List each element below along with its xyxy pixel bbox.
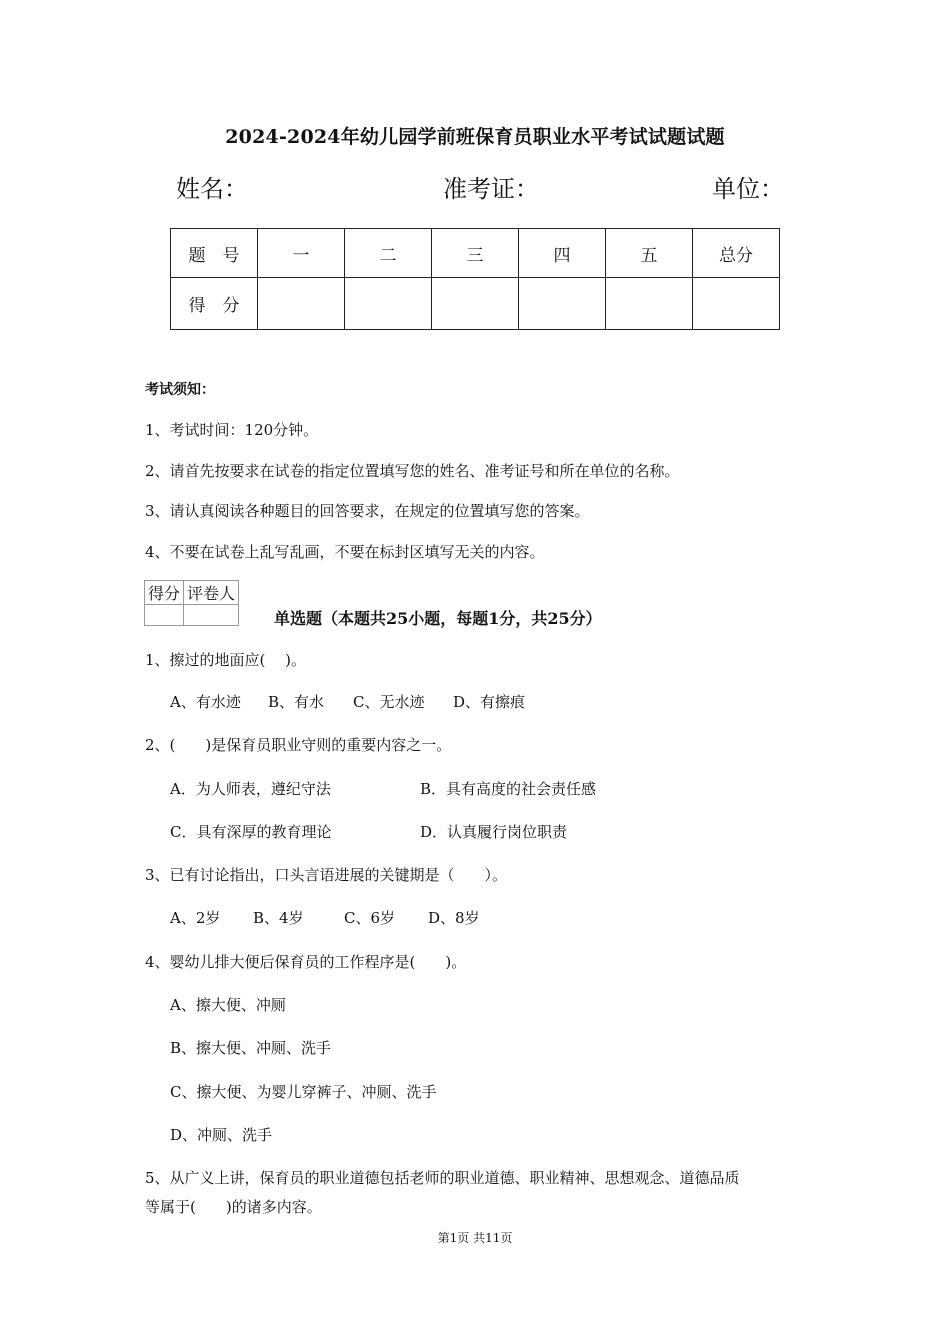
score-cell[interactable] (519, 278, 606, 330)
score-header-cell: 总分 (693, 229, 780, 278)
unit-label: 单位： (712, 175, 784, 203)
question-stem: 1、擦过的地面应( )。 (145, 651, 307, 669)
question-option: C．具有深厚的教育理论 (170, 823, 332, 841)
question-option: C、6岁 (344, 909, 396, 927)
notice-item: 3、请认真阅读各种题目的回答要求，在规定的位置填写您的答案。 (145, 502, 590, 520)
question-stem: 2、( )是保育员职业守则的重要内容之一。 (145, 736, 452, 754)
score-header-cell: 题 号 (171, 229, 258, 278)
score-table (170, 228, 780, 330)
question-option: B、擦大便、冲厕、洗手 (170, 1039, 332, 1057)
grader-box (144, 580, 239, 626)
grader-reviewer-cell[interactable] (184, 605, 239, 626)
question-option: A、2岁 (170, 909, 221, 927)
score-header-cell: 四 (519, 229, 606, 278)
score-header-cell: 五 (606, 229, 693, 278)
question-option: A、擦大便、冲厕 (170, 996, 286, 1014)
question-option: D、有擦痕 (453, 693, 526, 711)
question-option: A、有水迹 (170, 693, 241, 711)
score-cell[interactable] (345, 278, 432, 330)
notice-item: 1、考试时间：120分钟。 (145, 421, 319, 439)
question-stem-line: 等属于( )的诸多内容。 (145, 1198, 322, 1216)
score-header-cell: 三 (432, 229, 519, 278)
question-option: C、擦大便、为婴儿穿裤子、冲厕、洗手 (170, 1083, 437, 1101)
score-cell[interactable] (258, 278, 345, 330)
page-title: 2024-2024年幼儿园学前班保育员职业水平考试试题试题 (225, 126, 725, 148)
question-option: B、4岁 (253, 909, 304, 927)
notice-item: 2、请首先按要求在试卷的指定位置填写您的姓名、准考证号和所在单位的名称。 (145, 462, 680, 480)
grader-reviewer-label: 评卷人 (184, 581, 239, 605)
score-table-header-row (171, 229, 780, 278)
score-cell[interactable] (693, 278, 780, 330)
question-stem: 3、已有讨论指出，口头言语进展的关键期是（ ）。 (145, 866, 508, 884)
question-option: A．为人师表，遵纪守法 (170, 780, 331, 798)
score-header-cell: 二 (345, 229, 432, 278)
section-title: 单选题（本题共25小题，每题1分，共25分） (274, 609, 602, 628)
grader-score-label: 得分 (145, 581, 184, 605)
question-stem: 4、婴幼儿排大便后保育员的工作程序是( )。 (145, 953, 467, 971)
name-label: 姓名： (176, 175, 248, 203)
score-header-cell: 一 (258, 229, 345, 278)
question-option: C、无水迹 (353, 693, 425, 711)
score-table-score-row (171, 278, 780, 330)
page-footer: 第1页 共11页 (437, 1231, 513, 1245)
question-stem-line: 5、从广义上讲，保育员的职业道德包括老师的职业道德、职业精神、思想观念、道德品质 (145, 1169, 740, 1187)
score-row-label: 得 分 (171, 278, 258, 330)
exam-id-label: 准考证： (443, 175, 539, 203)
score-cell[interactable] (606, 278, 693, 330)
question-option: B、有水 (268, 693, 325, 711)
notice-item: 4、不要在试卷上乱写乱画，不要在标封区填写无关的内容。 (145, 543, 545, 561)
notice-heading: 考试须知： (145, 382, 215, 398)
question-option: D．认真履行岗位职责 (420, 823, 568, 841)
score-cell[interactable] (432, 278, 519, 330)
grader-score-cell[interactable] (145, 605, 184, 626)
question-option: D、8岁 (428, 909, 480, 927)
question-option: D、冲厕、洗手 (170, 1126, 273, 1144)
question-option: B．具有高度的社会责任感 (420, 780, 597, 798)
